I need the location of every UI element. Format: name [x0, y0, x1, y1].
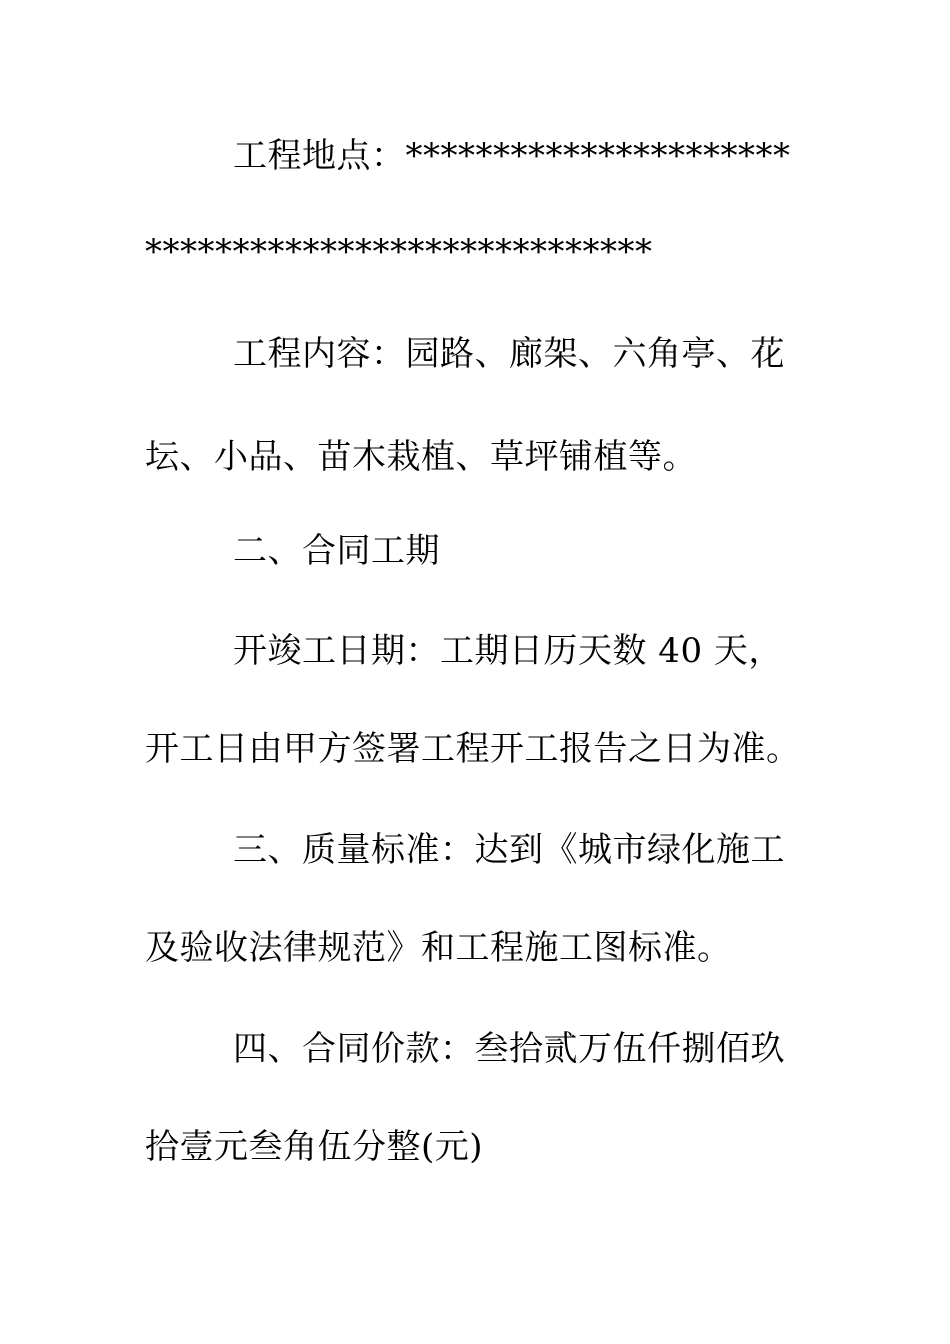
- paragraph-project-content: 工程内容：园路、廊架、六角亭、花: [233, 334, 785, 374]
- paragraph-project-location-continued: *****************************: [145, 232, 653, 272]
- section-heading-contract-period: 二、合同工期: [233, 531, 440, 571]
- paragraph-quality-standard-continued: 及验收法律规范》和工程施工图标准。: [145, 928, 732, 968]
- paragraph-start-finish-date: 开竣工日期：工期日历天数 40 天，: [233, 631, 783, 671]
- paragraph-project-location: 工程地点：**********************: [233, 136, 791, 176]
- paragraph-project-content-continued: 坛、小品、苗木栽植、草坪铺植等。: [145, 437, 697, 477]
- paragraph-contract-price-continued: 拾壹元叁角伍分整(元): [145, 1127, 484, 1167]
- paragraph-quality-standard: 三、质量标准：达到《城市绿化施工: [233, 830, 785, 870]
- paragraph-start-finish-date-continued: 开工日由甲方签署工程开工报告之日为准。: [145, 729, 801, 769]
- paragraph-contract-price: 四、合同价款：叁拾贰万伍仟捌佰玖: [233, 1029, 785, 1069]
